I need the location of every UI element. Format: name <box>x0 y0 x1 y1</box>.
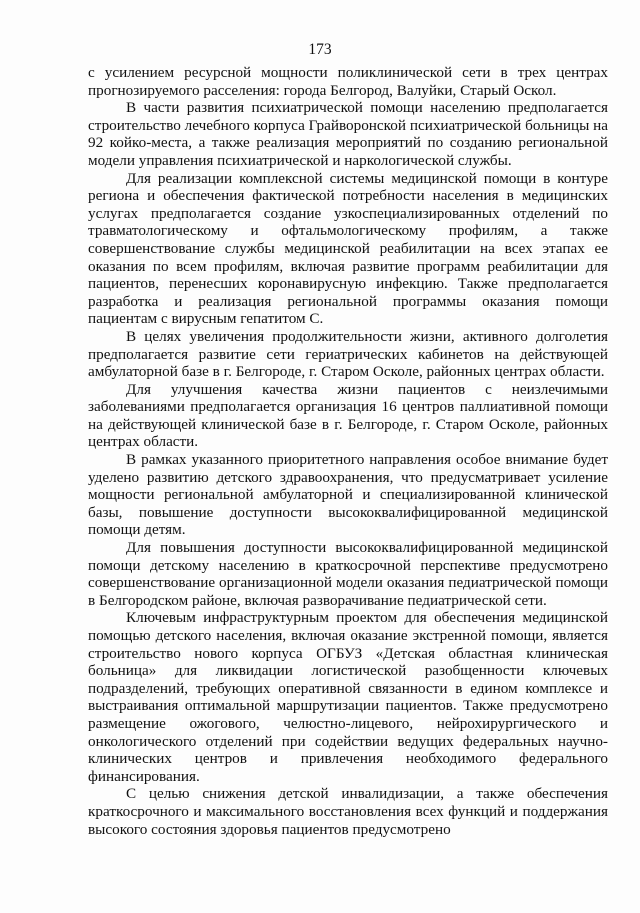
paragraph-child-healthcare: В рамках указанного приоритетного направления особое внимание будет уделено развитию детского здравоохранения, что предусматривает усиление мощности региональной амбулаторной и специализированной клинической базы, повышение доступности высококвалифицированной медицинской помощи детям. <box>88 451 608 539</box>
body-text <box>88 64 608 838</box>
page-number: 173 <box>308 41 332 58</box>
paragraph-continuation: с усилением ресурсной мощности поликлинической сети в трех центрах прогнозируемого расселения: города Белгород, Валуйки, Старый Оскол. <box>88 64 608 99</box>
paragraph-psychiatric-care: В части развития психиатрической помощи населению предполагается строительство лечебного корпуса Грайворонской психиатрической больницы на 92 койко-места, а также реализация мероприятий по созданию региональной модели управления психиатрической и наркологической службы. <box>88 99 608 169</box>
paragraph-pediatric-access: Для повышения доступности высококвалифицированной медицинской помощи детскому населению в краткосрочной перспективе предусмотрено совершенствование организационной модели оказания педиатрической помощи в Белгородском районе, включая разворачивание педиатрической сети. <box>88 539 608 609</box>
paragraph-complex-care-system: Для реализации комплексной системы медицинской помощи в контуре региона и обеспечения фактической потребности населения в медицинских услугах предполагается создание узкоспециализированных отделений по травматологическому и офтальмологическому профилям, а также совершенствование службы медицинской реабилитации на всех этапах ее оказания по всем профилям, включая развитие программ реабилитации для пациентов, перенесших коронавирусную инфекцию. Также предполагается разработка и реализация региональной программы оказания помощи пациентам с вирусным гепатитом С. <box>88 169 608 328</box>
paragraph-disability-reduction: С целью снижения детской инвалидизации, а также обеспечения краткосрочного и максимального восстановления всех функций и поддержания высокого состояния здоровья пациентов предусмотрено <box>88 785 608 838</box>
paragraph-childrens-hospital: Ключевым инфраструктурным проектом для обеспечения медицинской помощью детского населения, включая оказание экстренной помощи, является строительство нового корпуса ОГБУЗ «Детская областная клиническая больница» для ликвидации логистической разобщенности ключевых подразделений, требующих оперативной связанности в едином комплексе и выстраивания оптимальной маршрутизации пациентов. Также предусмотрено размещение ожогового, челюстно-лицевого, нейрохирургического и онкологического отделений при содействии ведущих федеральных научно-клинических центров и привлечения необходимого федерального финансирования. <box>88 609 608 785</box>
paragraph-palliative-care: Для улучшения качества жизни пациентов с неизлечимыми заболеваниями предполагается организация 16 центров паллиативной помощи на действующей клинической базе в г. Белгороде, г. Старом Осколе, районных центрах области. <box>88 380 608 451</box>
paragraph-geriatric-offices: В целях увеличения продолжительности жизни, активного долголетия предполагается развитие сети гериатрических кабинетов на действующей амбулаторной базе в г. Белгороде, г. Старом Осколе, районных центрах области. <box>88 327 608 381</box>
